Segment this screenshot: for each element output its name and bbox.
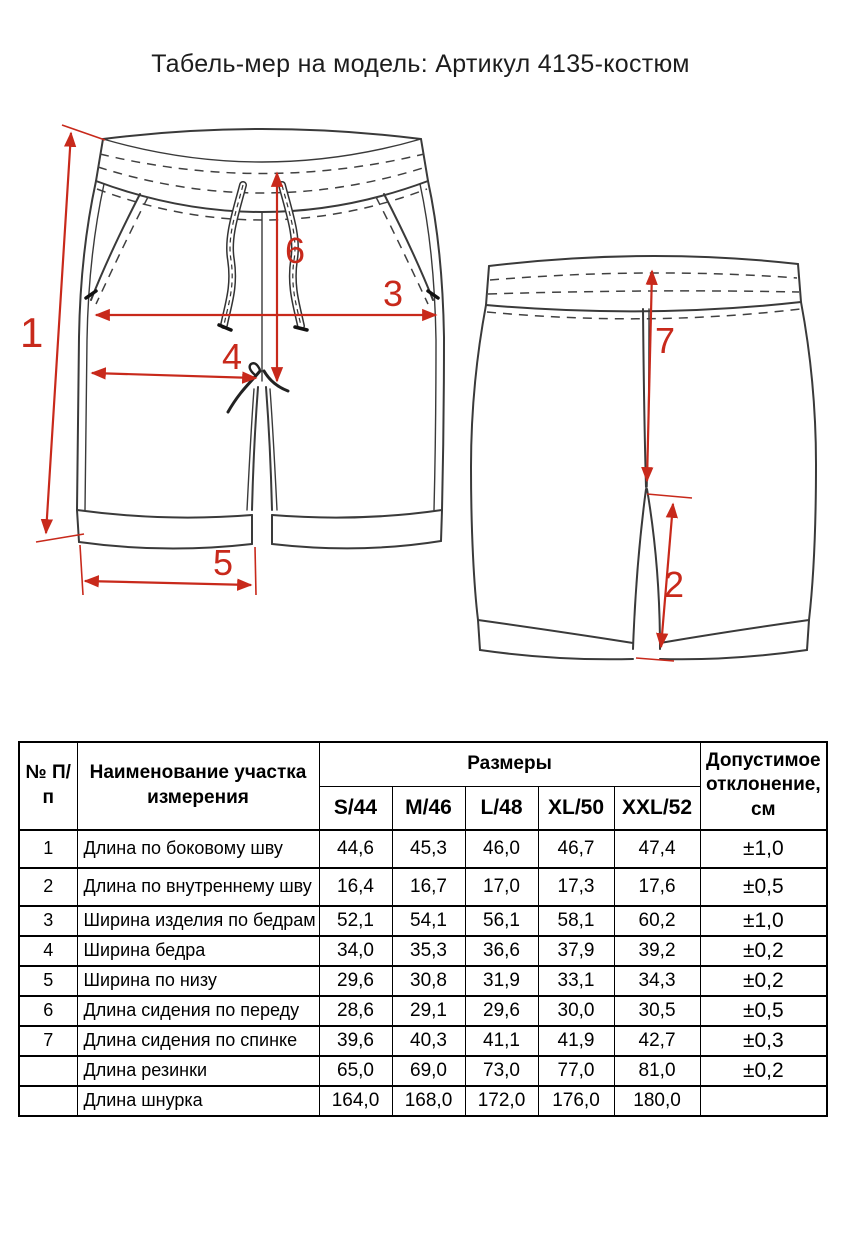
cell-value: 37,9 bbox=[538, 936, 614, 966]
cell-value: 176,0 bbox=[538, 1086, 614, 1116]
cell-tolerance: ±0,3 bbox=[700, 1026, 827, 1056]
cell-value: 77,0 bbox=[538, 1056, 614, 1086]
header-size-m46: M/46 bbox=[392, 786, 465, 830]
header-sizes-group: Размеры bbox=[319, 742, 700, 786]
cell-value: 46,0 bbox=[465, 830, 538, 868]
cell-name: Ширина изделия по бедрам bbox=[77, 906, 319, 936]
dim-label-hem-width: 5 bbox=[213, 542, 234, 583]
cell-value: 39,2 bbox=[614, 936, 700, 966]
measurements-table bbox=[18, 741, 828, 1117]
cell-value: 81,0 bbox=[614, 1056, 700, 1086]
cell-value: 54,1 bbox=[392, 906, 465, 936]
dimension-1-side-seam bbox=[20, 125, 105, 542]
dim-label-inseam: 2 bbox=[664, 564, 685, 605]
cell-row-num: 2 bbox=[19, 868, 77, 906]
cell-tolerance: ±0,2 bbox=[700, 936, 827, 966]
cell-row-num bbox=[19, 1056, 77, 1086]
cell-value: 35,3 bbox=[392, 936, 465, 966]
cell-value: 164,0 bbox=[319, 1086, 392, 1116]
back-view bbox=[471, 256, 816, 659]
cell-value: 41,9 bbox=[538, 1026, 614, 1056]
cell-value: 29,6 bbox=[465, 996, 538, 1026]
front-view bbox=[77, 129, 444, 549]
cell-value: 41,1 bbox=[465, 1026, 538, 1056]
header-tolerance: Допустимое отклонение, см bbox=[700, 742, 827, 830]
cell-name: Длина резинки bbox=[77, 1056, 319, 1086]
cell-value: 60,2 bbox=[614, 906, 700, 936]
dim-label-back-rise: 7 bbox=[655, 320, 676, 361]
inner-leg-back bbox=[633, 489, 660, 649]
cell-value: 28,6 bbox=[319, 996, 392, 1026]
side-seam-left bbox=[77, 181, 104, 510]
cell-row-num: 7 bbox=[19, 1026, 77, 1056]
cell-name: Длина по боковому шву bbox=[77, 830, 319, 868]
cell-value: 30,5 bbox=[614, 996, 700, 1026]
header-name: Наименование участка измерения bbox=[77, 742, 319, 830]
cell-row-num: 5 bbox=[19, 966, 77, 996]
header-size-l48: L/48 bbox=[465, 786, 538, 830]
cell-value: 33,1 bbox=[538, 966, 614, 996]
cell-tolerance bbox=[700, 1086, 827, 1116]
hem-cuff-right-front bbox=[272, 510, 442, 548]
drawstring-left bbox=[219, 185, 243, 330]
cell-row-num: 3 bbox=[19, 906, 77, 936]
cell-value: 34,3 bbox=[614, 966, 700, 996]
cell-row-num: 4 bbox=[19, 936, 77, 966]
dimension-7-back-rise bbox=[647, 271, 675, 481]
cell-value: 73,0 bbox=[465, 1056, 538, 1086]
cell-value: 65,0 bbox=[319, 1056, 392, 1086]
table-row bbox=[19, 966, 827, 996]
cell-name: Ширина бедра bbox=[77, 936, 319, 966]
cell-tolerance: ±0,5 bbox=[700, 996, 827, 1026]
cell-value: 42,7 bbox=[614, 1026, 700, 1056]
cell-tolerance: ±0,5 bbox=[700, 868, 827, 906]
cell-value: 52,1 bbox=[319, 906, 392, 936]
cell-value: 29,1 bbox=[392, 996, 465, 1026]
cell-value: 31,9 bbox=[465, 966, 538, 996]
table-row bbox=[19, 830, 827, 868]
header-row-num: № П/п bbox=[19, 742, 77, 830]
cell-name: Длина по внутреннему шву bbox=[77, 868, 319, 906]
dim-label-hip-width: 3 bbox=[383, 273, 404, 314]
cell-name: Ширина по низу bbox=[77, 966, 319, 996]
cell-value: 180,0 bbox=[614, 1086, 700, 1116]
cell-value: 17,3 bbox=[538, 868, 614, 906]
header-size-xl50: XL/50 bbox=[538, 786, 614, 830]
cell-row-num bbox=[19, 1086, 77, 1116]
cell-value: 69,0 bbox=[392, 1056, 465, 1086]
dimension-2-inseam bbox=[636, 494, 692, 661]
table-row bbox=[19, 906, 827, 936]
cell-row-num: 6 bbox=[19, 996, 77, 1026]
cell-value: 168,0 bbox=[392, 1086, 465, 1116]
table-row bbox=[19, 996, 827, 1026]
cell-value: 47,4 bbox=[614, 830, 700, 868]
cell-row-num: 1 bbox=[19, 830, 77, 868]
table-row bbox=[19, 1086, 827, 1116]
cell-value: 17,6 bbox=[614, 868, 700, 906]
cell-value: 56,1 bbox=[465, 906, 538, 936]
cell-value: 44,6 bbox=[319, 830, 392, 868]
dim-label-thigh-width: 4 bbox=[222, 336, 243, 377]
waistband-front bbox=[96, 129, 428, 220]
cell-value: 29,6 bbox=[319, 966, 392, 996]
table-row bbox=[19, 868, 827, 906]
side-seam-right-back bbox=[801, 302, 816, 620]
cell-value: 39,6 bbox=[319, 1026, 392, 1056]
header-size-xxl52: XXL/52 bbox=[614, 786, 700, 830]
cell-tolerance: ±0,2 bbox=[700, 966, 827, 996]
inner-leg-front bbox=[247, 387, 277, 510]
cell-value: 40,3 bbox=[392, 1026, 465, 1056]
page-title: Табель-мер на модель: Артикул 4135-костюм bbox=[151, 50, 690, 78]
hem-cuff-right-back bbox=[660, 620, 809, 659]
cell-value: 172,0 bbox=[465, 1086, 538, 1116]
side-seam-right bbox=[420, 181, 444, 510]
table-row bbox=[19, 936, 827, 966]
shorts-technical-drawing bbox=[0, 107, 841, 677]
dim-label-front-rise: 6 bbox=[285, 230, 306, 271]
cell-value: 45,3 bbox=[392, 830, 465, 868]
table-row bbox=[19, 1026, 827, 1056]
cell-value: 30,0 bbox=[538, 996, 614, 1026]
cell-value: 16,7 bbox=[392, 868, 465, 906]
cell-value: 17,0 bbox=[465, 868, 538, 906]
cell-value: 34,0 bbox=[319, 936, 392, 966]
table-row bbox=[19, 1056, 827, 1086]
spec-sheet-page bbox=[0, 50, 841, 1250]
cell-value: 36,6 bbox=[465, 936, 538, 966]
cell-tolerance: ±0,2 bbox=[700, 1056, 827, 1086]
pocket-left bbox=[86, 194, 148, 304]
header-size-s44: S/44 bbox=[319, 786, 392, 830]
side-seam-left-back bbox=[471, 305, 486, 620]
dimension-3-hip-width bbox=[96, 273, 436, 315]
cell-tolerance: ±1,0 bbox=[700, 906, 827, 936]
cell-value: 16,4 bbox=[319, 868, 392, 906]
cell-tolerance: ±1,0 bbox=[700, 830, 827, 868]
cell-name: Длина шнурка bbox=[77, 1086, 319, 1116]
cell-name: Длина сидения по переду bbox=[77, 996, 319, 1026]
cell-value: 58,1 bbox=[538, 906, 614, 936]
dim-label-side-seam: 1 bbox=[20, 309, 44, 356]
cell-value: 46,7 bbox=[538, 830, 614, 868]
cell-value: 30,8 bbox=[392, 966, 465, 996]
hem-cuff-left-back bbox=[478, 620, 633, 659]
dimension-5-hem-width bbox=[80, 542, 256, 595]
cell-name: Длина сидения по спинке bbox=[77, 1026, 319, 1056]
dimension-4-thigh-width bbox=[92, 336, 256, 378]
